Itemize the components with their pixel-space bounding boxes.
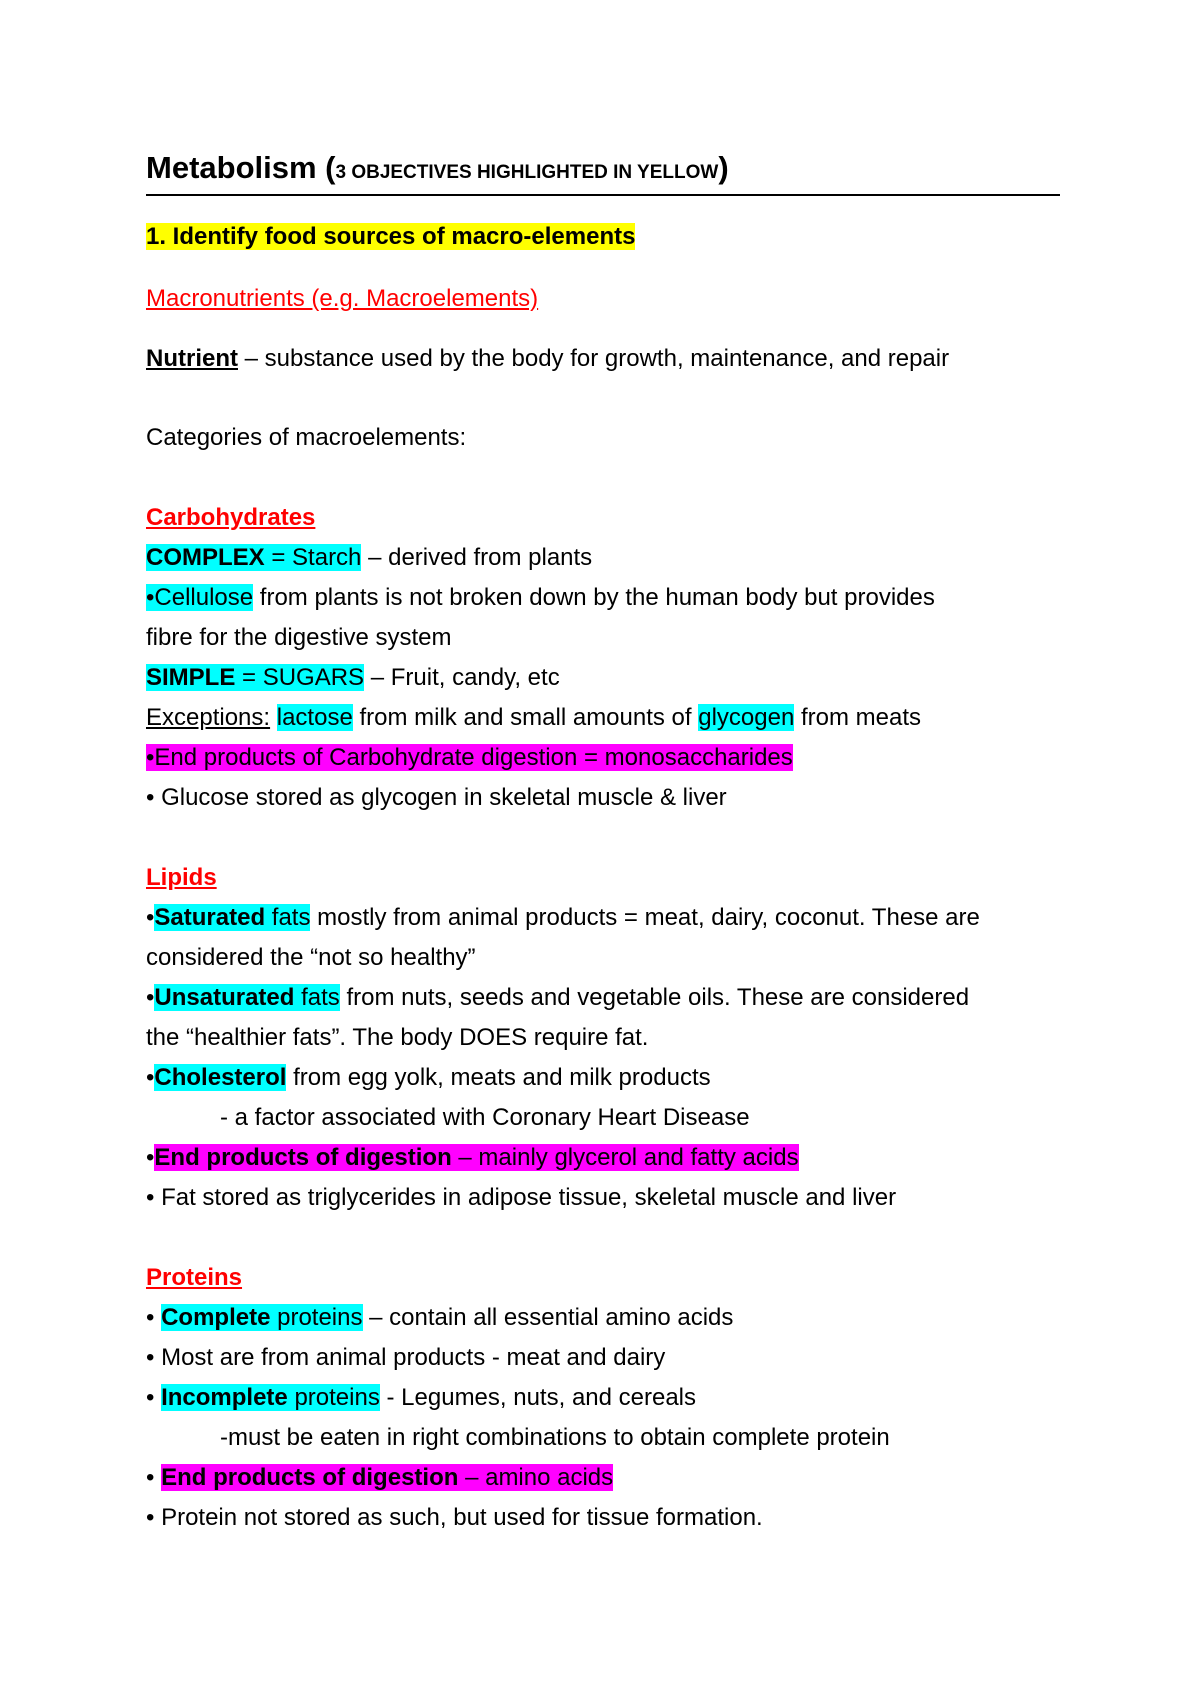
incomplete-term: Incomplete (161, 1384, 288, 1411)
lipids-heading-text: Lipids (146, 864, 217, 891)
carbohydrates-heading (146, 502, 315, 534)
bullet: • (146, 904, 155, 931)
incomplete-word: proteins (287, 1384, 380, 1411)
glucose-storage (146, 782, 727, 814)
animal-products-text: • Most are from animal products - meat and dairy (146, 1344, 666, 1371)
glucose-storage-text: • Glucose stored as glycogen in skeletal muscle & liver (146, 784, 727, 811)
categories-label (146, 422, 466, 454)
bullet: • (146, 984, 155, 1011)
proteins-heading (146, 1262, 242, 1294)
protein-storage (146, 1502, 763, 1534)
nutrient-definition-text: – substance used by the body for growth, maintenance, and repair (238, 345, 950, 372)
glycogen-term: glycogen (698, 704, 795, 731)
saturated-continuation (146, 942, 476, 974)
unsaturated-word: fats (294, 984, 340, 1011)
incomplete-sub (220, 1422, 890, 1454)
page-title (146, 150, 1060, 196)
objective-1-text: 1. Identify food sources of macro-elements (146, 223, 636, 250)
carb-end-products-text: •End products of Carbohydrate digestion = monosaccharides (146, 744, 793, 771)
lipid-end-products (146, 1142, 799, 1174)
exceptions-line (146, 702, 921, 734)
simple-line (146, 662, 560, 694)
nutrient-definition (146, 343, 949, 375)
protein-end-term: End products of digestion (161, 1464, 459, 1491)
saturated-word: fats (265, 904, 311, 931)
carb-end-products (146, 742, 793, 774)
categories-label-text: Categories of macroelements: (146, 424, 467, 451)
complex-rest: – derived from plants (361, 544, 593, 571)
protein-end-rest: – amino acids (458, 1464, 614, 1491)
bullet: • (146, 1304, 162, 1331)
unsaturated-term: Unsaturated (154, 984, 295, 1011)
saturated-cont: considered the “not so healthy” (146, 944, 476, 971)
objective-1 (146, 221, 635, 253)
cellulose-rest: from plants is not broken down by the human body but provides (253, 584, 935, 611)
cholesterol-sub (220, 1102, 750, 1134)
complete-term: Complete (161, 1304, 271, 1331)
simple-eq: = SUGARS (235, 664, 365, 691)
lactose-term: lactose (276, 704, 353, 731)
incomplete-sub-text: -must be eaten in right combinations to obtain complete protein (220, 1424, 890, 1451)
exceptions-end: from meats (794, 704, 922, 731)
cholesterol-sub-text: - a factor associated with Coronary Heart Disease (220, 1104, 750, 1131)
animal-products-line (146, 1342, 665, 1374)
proteins-heading-text: Proteins (146, 1264, 243, 1291)
incomplete-proteins-line (146, 1382, 696, 1414)
unsaturated-rest: from nuts, seeds and vegetable oils. These are considered (339, 984, 970, 1011)
complex-term: COMPLEX (146, 544, 265, 571)
title-main: Metabolism ( (146, 150, 336, 185)
macronutrients-heading-text: Macronutrients (e.g. Macroelements) (146, 285, 539, 312)
unsaturated-continuation (146, 1022, 648, 1054)
exceptions-mid: from milk and small amounts of (352, 704, 699, 731)
cellulose-continuation (146, 622, 451, 654)
fat-storage (146, 1182, 896, 1214)
lipids-heading (146, 862, 217, 894)
exceptions-label: Exceptions: (146, 704, 271, 731)
bullet: • (146, 1384, 162, 1411)
cholesterol-rest: from egg yolk, meats and milk products (286, 1064, 711, 1091)
unsaturated-line (146, 982, 969, 1014)
macronutrients-heading (146, 283, 538, 315)
lipid-end-rest: – mainly glycerol and fatty acids (451, 1144, 799, 1171)
complex-line (146, 542, 592, 574)
cellulose-line (146, 582, 935, 614)
protein-end-products (146, 1462, 613, 1494)
cellulose-cont: fibre for the digestive system (146, 624, 452, 651)
saturated-line (146, 902, 980, 934)
lipid-end-term: End products of digestion (154, 1144, 452, 1171)
cholesterol-term: Cholesterol (154, 1064, 287, 1091)
complete-rest: – contain all essential amino acids (362, 1304, 734, 1331)
protein-storage-text: • Protein not stored as such, but used for tissue formation. (146, 1504, 763, 1531)
saturated-rest: mostly from animal products = meat, dairy, coconut. These are (310, 904, 980, 931)
bullet: • (146, 1144, 155, 1171)
bullet: • (146, 1064, 155, 1091)
title-note: 3 OBJECTIVES HIGHLIGHTED IN YELLOW (335, 162, 719, 183)
carbohydrates-heading-text: Carbohydrates (146, 504, 316, 531)
complex-eq: = Starch (264, 544, 362, 571)
nutrient-term: Nutrient (146, 345, 238, 372)
unsaturated-cont: the “healthier fats”. The body DOES require fat. (146, 1024, 649, 1051)
simple-rest: – Fruit, candy, etc (364, 664, 560, 691)
saturated-term: Saturated (154, 904, 266, 931)
simple-term: SIMPLE (146, 664, 236, 691)
cellulose-term: •Cellulose (146, 584, 254, 611)
bullet: • (146, 1464, 162, 1491)
complete-proteins-line (146, 1302, 733, 1334)
fat-storage-text: • Fat stored as triglycerides in adipose tissue, skeletal muscle and liver (146, 1184, 897, 1211)
title-close: ) (718, 150, 729, 185)
cholesterol-line (146, 1062, 711, 1094)
complete-word: proteins (270, 1304, 363, 1331)
incomplete-rest: - Legumes, nuts, and cereals (379, 1384, 697, 1411)
